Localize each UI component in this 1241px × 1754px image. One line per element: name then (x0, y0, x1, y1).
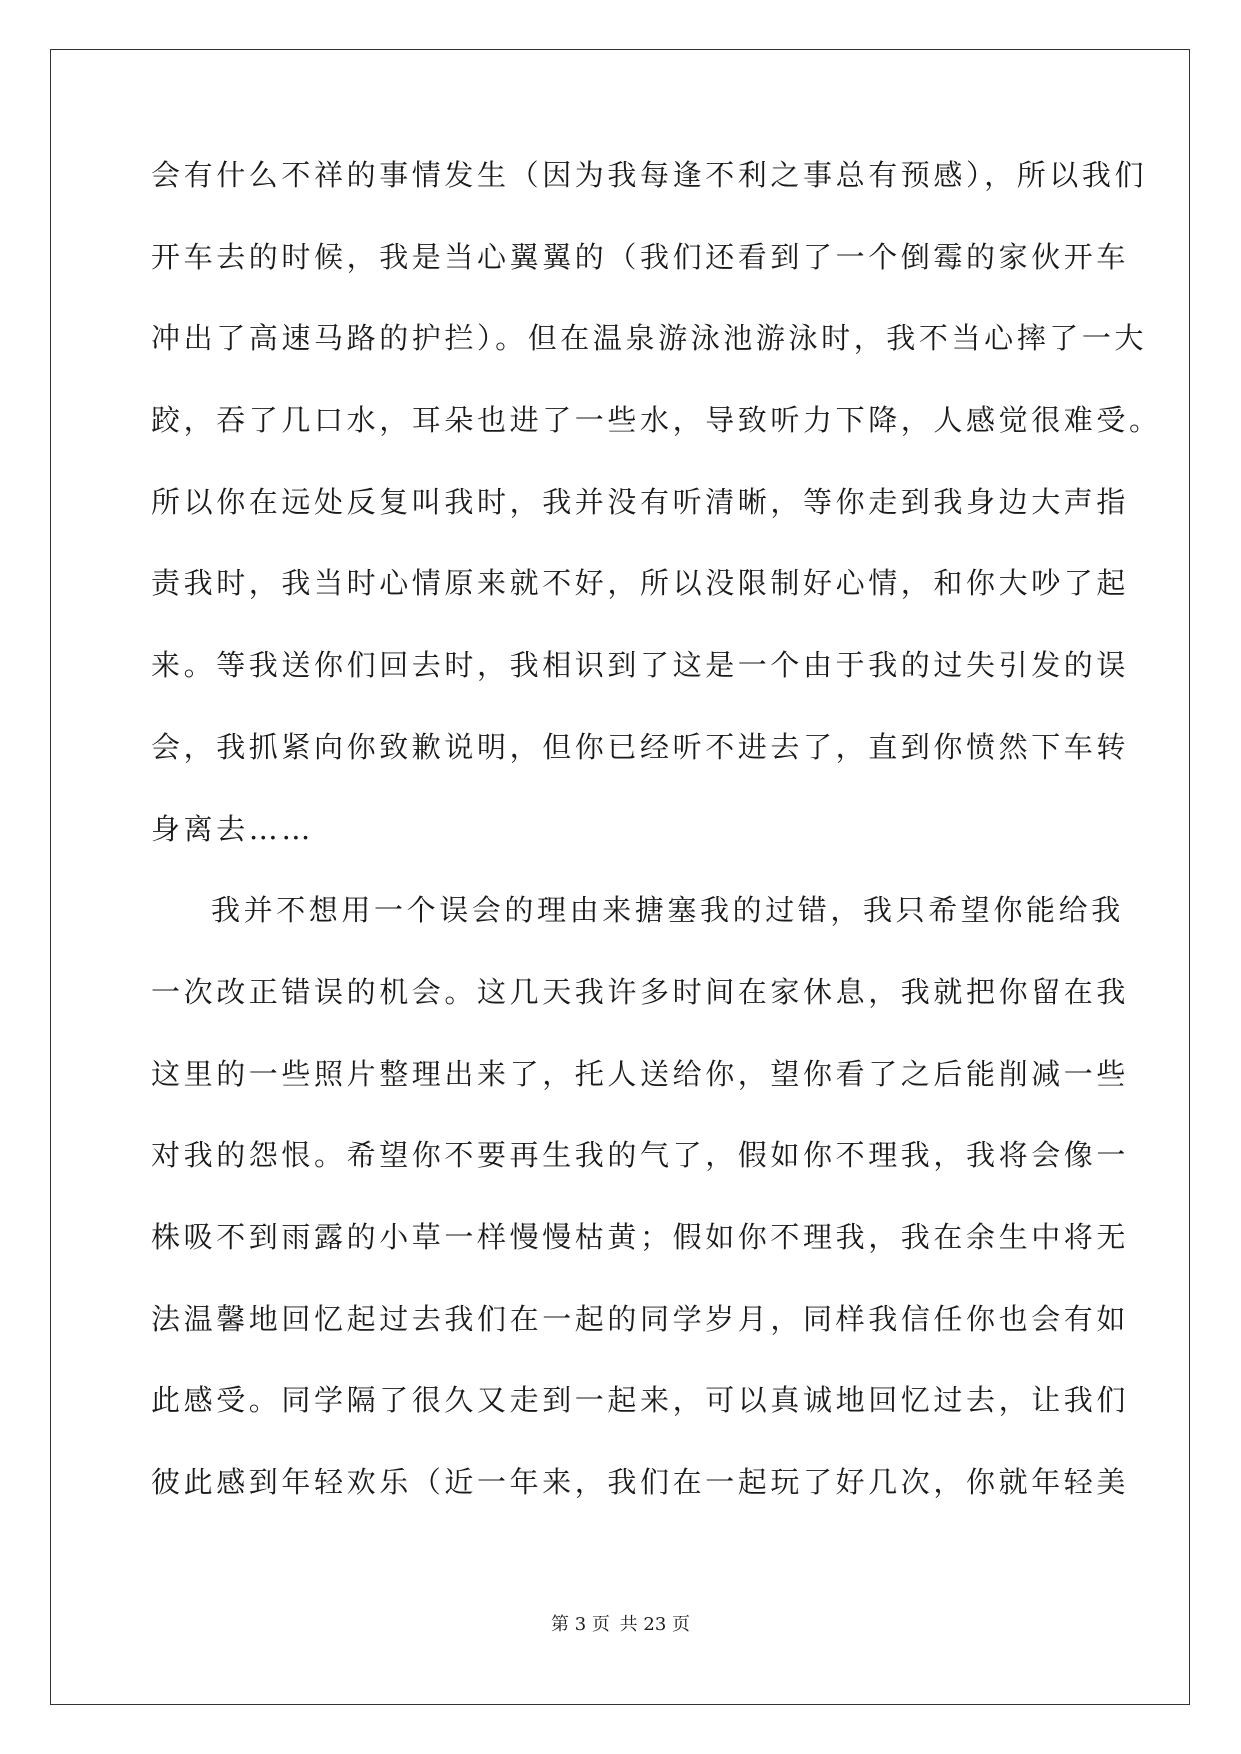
text-line: 身离去…… (151, 811, 315, 846)
page-footer (0, 1610, 1241, 1636)
text-line: 一次改正错误的机会。这几天我许多时间在家休息，我就把你留在我 (151, 974, 1130, 1009)
text-line: 此感受。同学隔了很久又走到一起来，可以真诚地回忆过去，让我们 (151, 1383, 1130, 1418)
text-line: 来。等我送你们回去时，我相识到了这是一个由于我的过失引发的误 (151, 648, 1130, 683)
text-line: 株吸不到雨露的小草一样慢慢枯黄；假如你不理我，我在余生中将无 (151, 1219, 1130, 1254)
text-line: 冲出了高速马路的护拦）。但在温泉游泳池游泳时，我不当心摔了一大 (151, 321, 1148, 356)
text-line: 对我的怨恨。希望你不要再生我的气了，假如你不理我，我将会像一 (151, 1138, 1130, 1173)
page-number: 第 3 页 (551, 1614, 610, 1635)
document-body (151, 158, 1162, 1549)
text-line: 所以你在远处反复叫我时，我并没有听清晰，等你走到我身边大声指 (151, 484, 1130, 519)
paragraph-first-line: 我并不想用一个误会的理由来搪塞我的过错，我只希望你能给我 (211, 893, 1124, 928)
text-line: 会，我抓紧向你致歉说明，但你已经听不进去了，直到你愤然下车转 (151, 729, 1130, 764)
text-line: 跤，吞了几口水，耳朵也进了一些水，导致听力下降，人感觉很难受。 (151, 403, 1162, 438)
text-line: 会有什么不祥的事情发生（因为我每逢不利之事总有预感），所以我们 (151, 158, 1148, 192)
text-line: 法温馨地回忆起过去我们在一起的同学岁月，同样我信任你也会有如 (151, 1301, 1130, 1336)
text-line: 这里的一些照片整理出来了，托人送给你，望你看了之后能削减一些 (151, 1056, 1130, 1091)
text-line: 彼此感到年轻欢乐（近一年来，我们在一起玩了好几次，你就年轻美 (151, 1465, 1130, 1499)
page-total: 共 23 页 (619, 1614, 690, 1635)
text-line: 责我时，我当时心情原来就不好，所以没限制好心情，和你大吵了起 (151, 566, 1130, 601)
text-line: 开车去的时候，我是当心翼翼的（我们还看到了一个倒霉的家伙开车 (151, 239, 1130, 274)
